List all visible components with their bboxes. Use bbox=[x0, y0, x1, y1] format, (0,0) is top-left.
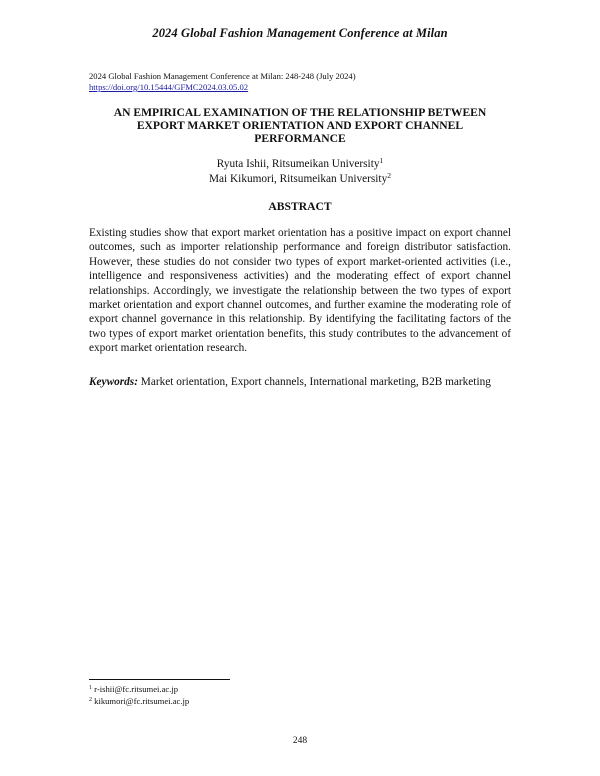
keywords-label: Keywords: bbox=[89, 376, 138, 388]
paper-title bbox=[80, 106, 520, 145]
keywords bbox=[89, 376, 491, 388]
footnote-1-email: r-ishii@fc.ritsumei.ac.jp bbox=[94, 684, 179, 694]
author-2-name: Mai Kikumori, Ritsumeikan University bbox=[209, 173, 388, 185]
title-line-1: AN EMPIRICAL EXAMINATION OF THE RELATIONSHIP BETWEEN bbox=[113, 106, 487, 119]
keywords-text: Market orientation, Export channels, International marketing, B2B marketing bbox=[140, 376, 491, 388]
footnote-2-mark: 2 bbox=[89, 696, 92, 703]
author-list bbox=[0, 157, 600, 187]
title-line-2: EXPORT MARKET ORIENTATION AND EXPORT CHANNEL bbox=[136, 119, 464, 132]
footnotes bbox=[89, 684, 189, 707]
footnote-1 bbox=[89, 684, 189, 696]
citation-line: 2024 Global Fashion Management Conference at Milan: 248-248 (July 2024) bbox=[89, 71, 356, 81]
abstract-body: Existing studies show that export market orientation has a positive impact on export channel outcomes, such as importer relationship performance and foreign distributor satisfaction. However, these studies do not consider two types of export market-oriented activities (i.e., intelligence and responsiveness activities) and the moderating effect of export channel relationships. Accordingly, we investigate the relationship between the two types of export market orientation and export channel outcomes, and further examine the moderating role of export channel governance in this relationship. By identifying the facilitating factors of the two types of export market orientation benefits, this study contributes to the advancement of export market orientation research. bbox=[89, 227, 511, 355]
citation-block bbox=[89, 71, 356, 93]
title-line-3: PERFORMANCE bbox=[254, 132, 346, 145]
footnote-1-mark: 1 bbox=[89, 685, 92, 691]
running-head: 2024 Global Fashion Management Conference at Milan bbox=[152, 26, 448, 40]
page-number: 248 bbox=[292, 736, 308, 746]
author-2-footnote-mark: 2 bbox=[387, 171, 391, 180]
author-1 bbox=[0, 157, 600, 172]
author-1-name: Ryuta Ishii, Ritsumeikan University bbox=[216, 158, 380, 170]
author-2 bbox=[0, 172, 600, 187]
abstract-heading: ABSTRACT bbox=[268, 200, 332, 213]
author-1-footnote-mark: 1 bbox=[379, 156, 384, 165]
doi-link[interactable]: https://doi.org/10.15444/GFMC2024.03.05.02 bbox=[89, 82, 249, 92]
footnote-2 bbox=[89, 696, 189, 708]
footnote-divider bbox=[89, 679, 230, 680]
footnote-2-email: kikumori@fc.ritsumei.ac.jp bbox=[94, 695, 190, 706]
